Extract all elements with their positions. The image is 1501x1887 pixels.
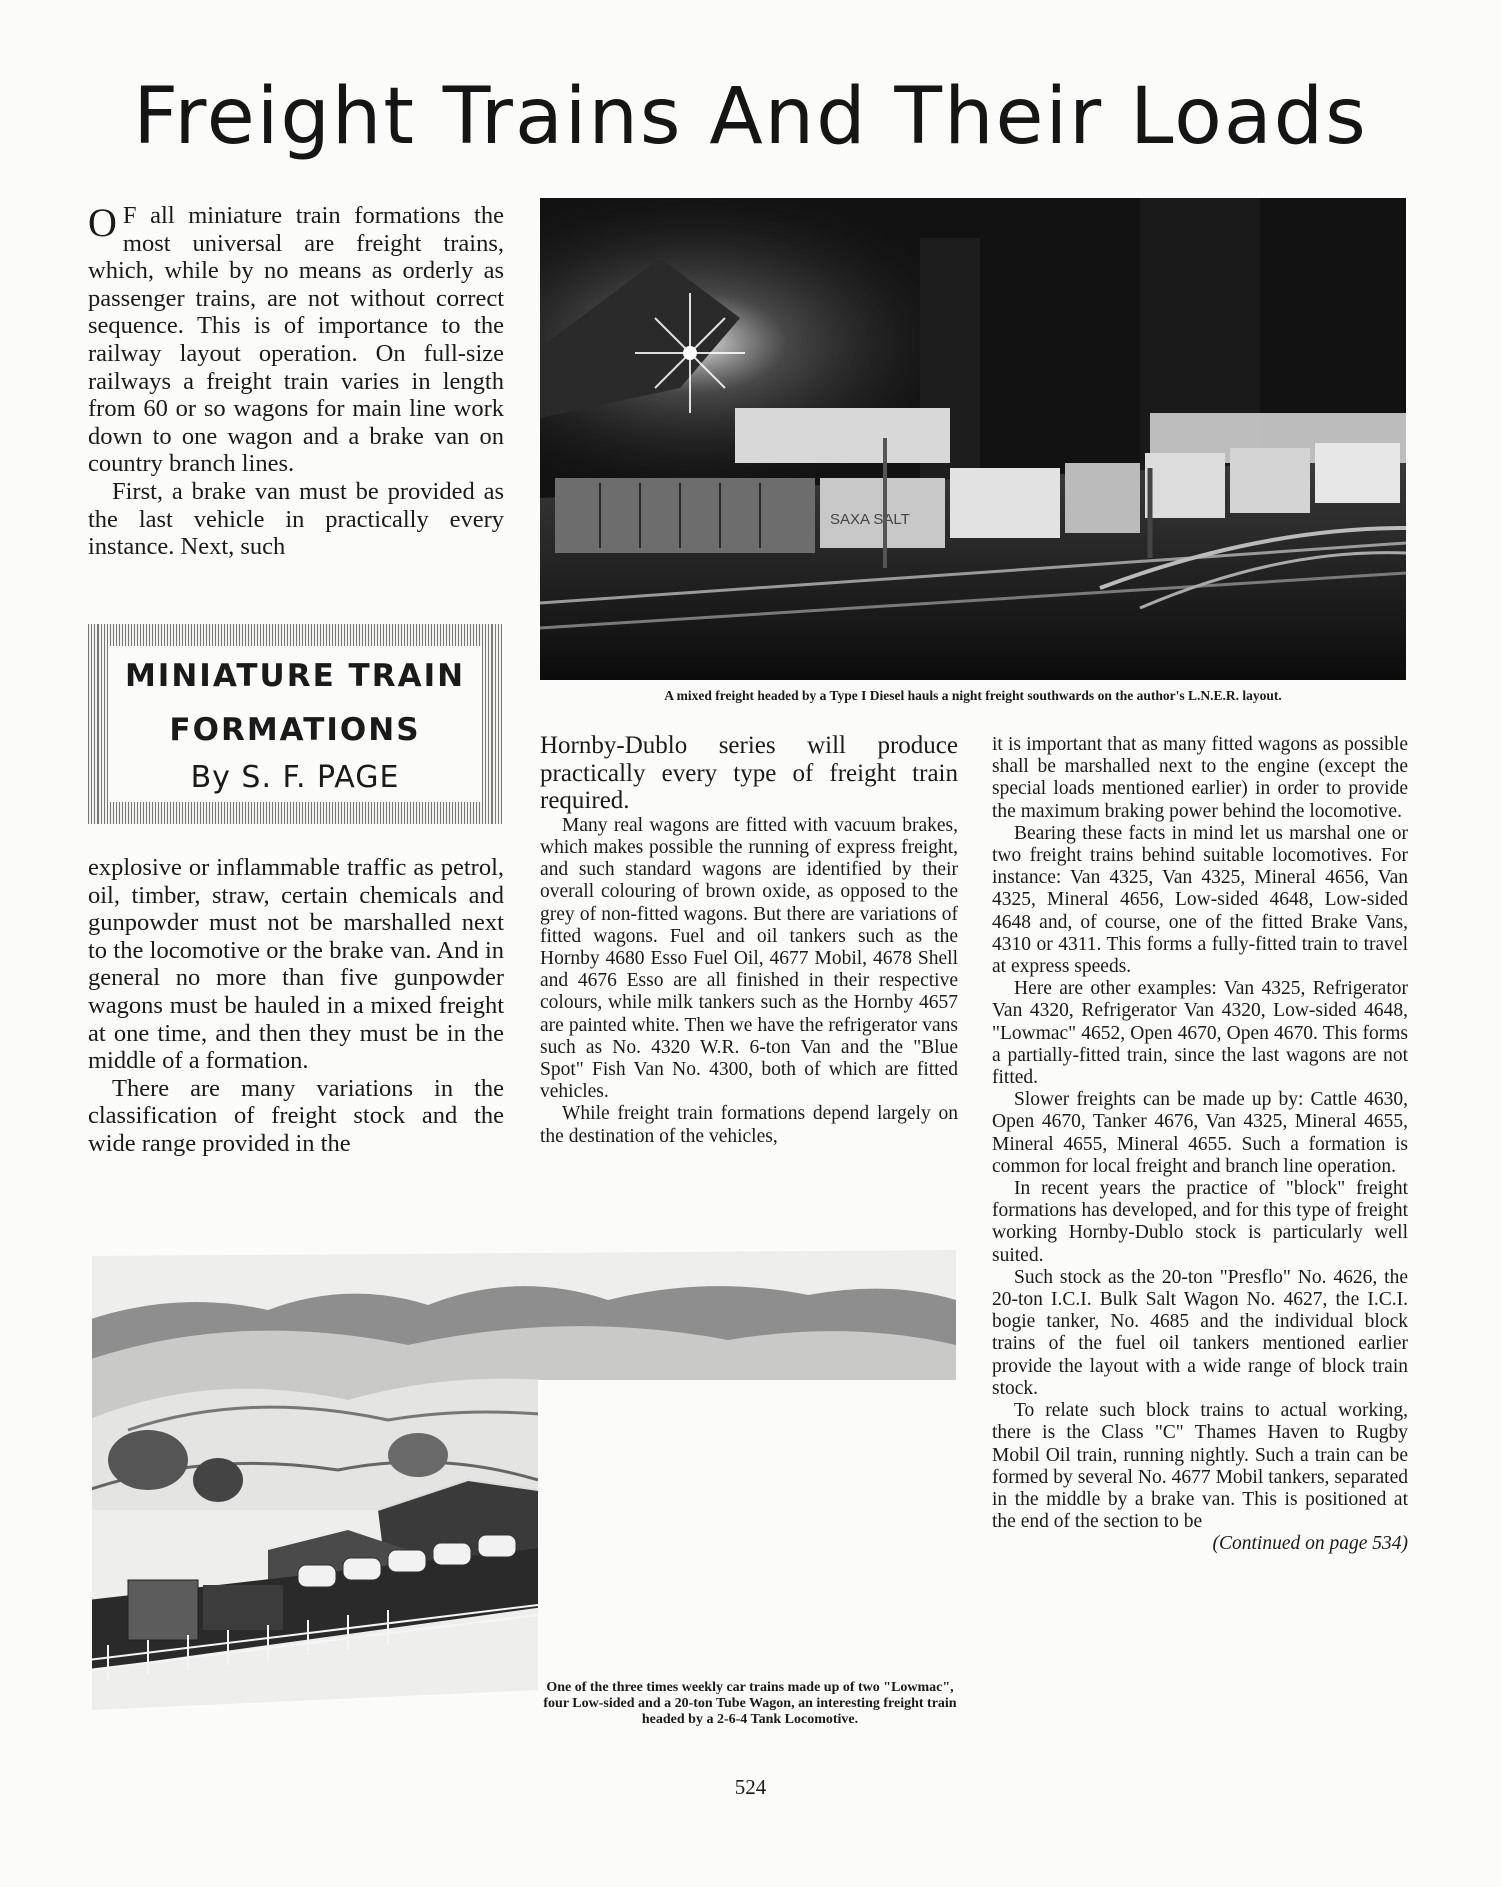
page-number: 524 <box>734 1775 767 1799</box>
column-1-bottom <box>88 854 504 1158</box>
column-3 <box>992 734 1408 1556</box>
box-heading-line-2: FORMATIONS <box>169 712 421 748</box>
paragraph: There are many variations in the classification of freight stock and the wide range provided in the <box>88 1074 504 1157</box>
car-train-photo <box>88 1250 956 1710</box>
column-2 <box>540 732 958 1148</box>
wagon-lettering: SAXA SALT <box>830 511 910 528</box>
paragraph: Such stock as the 20-ton "Presflo" No. 4626, the 20-ton I.C.I. Bulk Salt Wagon No. 4627, the I.C.I. bogie tanker, No. 4685 and the individual block trains of the fuel oil tankers mentioned earlier provide the layout with a wide range of block train stock. <box>992 1266 1408 1399</box>
paragraph: Hornby-Dublo series will produce practically every type of freight train required. <box>540 732 958 815</box>
paragraph: F all miniature train formations the most universal are freight trains, which, while by no means as orderly as passenger trains, are not without correct sequence. This is of importance to the railway layout operation. On full-size railways a freight train varies in length from 60 or so wagons for main line work down to one wagon and a brake van on country branch lines. <box>88 202 504 478</box>
paragraph: In recent years the practice of "block" freight formations has developed, and for this type of freight working Hornby-Dublo stock is particularly well suited. <box>992 1178 1408 1266</box>
paragraph: Slower freights can be made up by: Cattle 4630, Open 4670, Tanker 4676, Van 4325, Mineral 4655, Mineral 4655, Mineral 4655. Such a formation is common for local freight and branch line operation. <box>992 1089 1408 1177</box>
paragraph: Many real wagons are fitted with vacuum brakes, which makes possible the running of express freight, and such standard wagons are identified by their overall colouring of brown oxide, as opposed to the grey of non-fitted wagons. But there are variations of fitted wagons. Fuel and oil tankers such as the Hornby 4680 Esso Fuel Oil, 4677 Mobil, 4678 Shell and 4676 Esso are all finished in their respective colours, while milk tankers such as the Hornby 4657 are painted white. Then we have the refrigerator vans such as No. 4320 W.R. 6-ton Van and the "Blue Spot" Fish Van No. 4300, both of which are fitted vehicles. <box>540 814 958 1103</box>
paragraph: To relate such block trains to actual working, there is the Class "C" Thames Haven to Rugby Mobil Oil train, running nightly. Such a train can be formed by several No. 4677 Mobil tankers, separated in the middle by a brake van. This is positioned at the end of the section to be <box>992 1400 1408 1533</box>
continued-note: (Continued on page 534) <box>1212 1533 1408 1555</box>
box-heading-line-1: MINIATURE TRAIN <box>124 658 466 694</box>
paragraph: explosive or inflammable traffic as petrol, oil, timber, straw, certain chemicals and gunpowder must not be marshalled next to the locomotive or the brake van. And in general no more than five gunpowder wagons must be hauled in a mixed freight at one time, and then they must be in the middle of a formation. <box>88 854 504 1075</box>
paragraph: Bearing these facts in mind let us marshal one or two freight trains behind suitable locomotives. For instance: Van 4325, Van 4325, Mineral 4656, Van 4325, Mineral 4656, Low-sided 4648, Low-sided 4648 and, of course, one of the fitted Brake Vans, 4310 or 4311. This forms a fully-fitted train to travel at express speeds. <box>992 822 1408 978</box>
drop-cap: O <box>88 200 117 245</box>
article-title-box <box>88 624 502 824</box>
photo-caption: One of the three times weekly car trains made up of two "Lowmac", four Low-sided and a 20-ton Tube Wagon, an interesting freight train headed by a 2-6-4 Tank Locomotive. <box>543 1680 957 1727</box>
paragraph: First, a brake van must be provided as the last vehicle in practically every instance. Next, such <box>88 477 504 561</box>
paragraph: While freight train formations depend largely on the destination of the vehicles, <box>540 1103 958 1147</box>
photo-caption: A mixed freight headed by a Type I Diesel hauls a night freight southwards on the author's L.N.E.R. layout. <box>664 688 1282 703</box>
paragraph: it is important that as many fitted wagons as possible shall be marshalled next to the engine (except the special loads mentioned earlier) in order to provide the maximum braking power behind the locomotive. <box>992 734 1408 822</box>
paragraph: Here are other examples: Van 4325, Refrigerator Van 4320, Refrigerator Van 4320, Low-sided 4648, "Lowmac" 4652, Open 4670, Open 4670. This forms a partially-fitted train, since the last wagons are not fitted. <box>992 978 1408 1089</box>
page-title: Freight Trains And Their Loads <box>133 72 1368 162</box>
column-1-top <box>88 202 504 561</box>
byline: By S. F. PAGE <box>190 760 400 795</box>
night-freight-photo <box>540 198 1406 680</box>
